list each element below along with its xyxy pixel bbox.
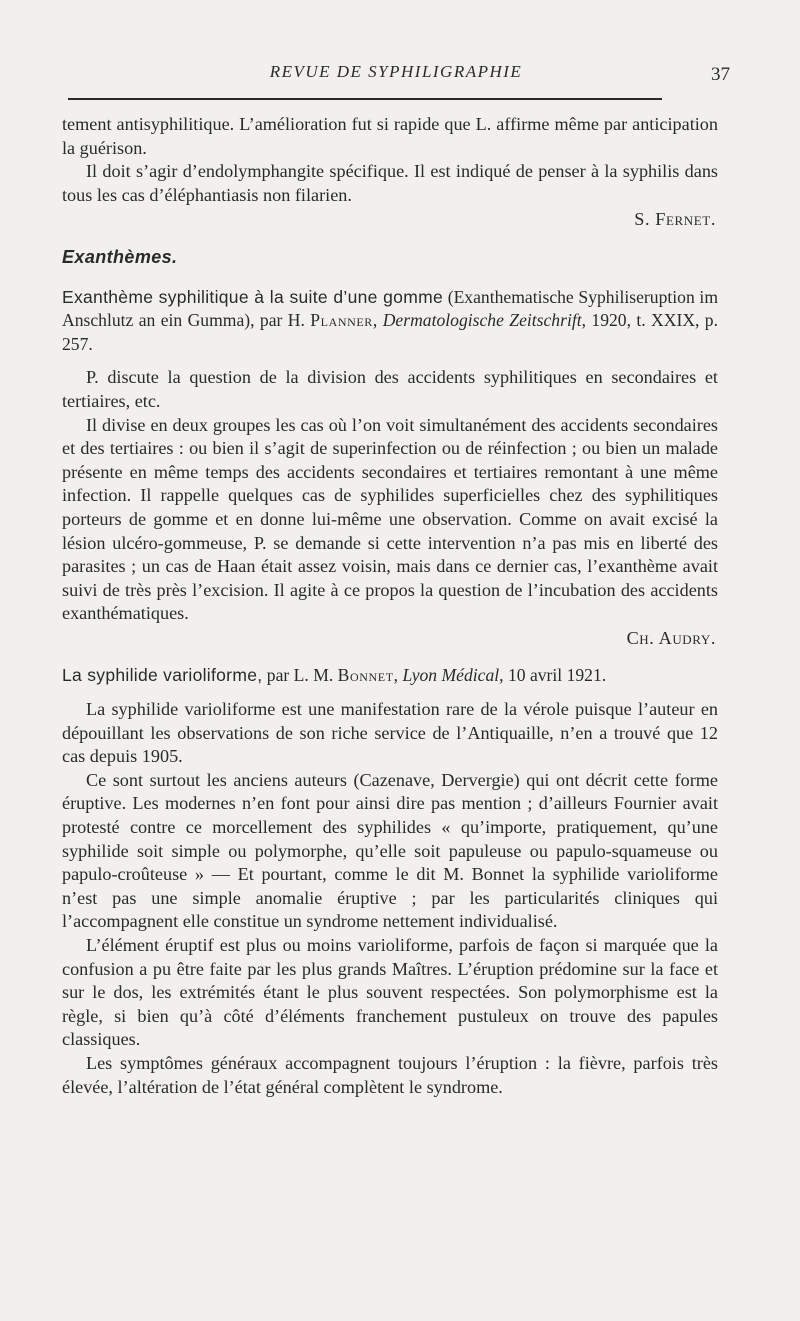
entry-title: La syphilide varioliforme, bbox=[62, 665, 263, 686]
paragraph: Ce sont surtout les anciens auteurs (Cazenave, Dervergie) qui ont décrit cette forme éruptive. Les modernes n’en font pour ainsi dire pas mention ; d’ailleurs Fournier avait protesté contre ce morcellement des syphilides « qu’importe, pratiquement, qu’une syphilide soit simple ou polymorphe, qu’elle soit papuleuse ou papulo-squameuse ou papulo-croûteuse » — Et pourtant, comme le dit M. Bonnet la syphilide varioliforme n’est pas une simple anomalie éruptive ; par les particularités cliniques qui l’accompagnent elle constitue un syndrome nettement individualisé. bbox=[62, 769, 718, 932]
entry-author: Planner bbox=[310, 310, 373, 331]
entry-title: Exanthème syphilitique à la suite d’une gomme bbox=[62, 286, 444, 307]
author-signature: Ch. Audry. bbox=[626, 627, 716, 648]
entry-journal: Lyon Médical bbox=[402, 665, 500, 686]
paragraph: P. discute la question de la division des accidents syphilitiques en secondaires et tertiaires, etc. bbox=[62, 367, 718, 411]
paragraph: Il doit s’agir d’endolymphangite spécifique. Il est indiqué de penser à la syphilis dans tous les cas d’éléphantiasis non filarien. bbox=[62, 161, 718, 205]
entry-reference-details: , 1920, t. XXIX, p. 257. bbox=[62, 310, 719, 354]
entry-reference-details: , 10 avril 1921. bbox=[499, 665, 607, 686]
paragraph: La syphilide varioliforme est une manifestation rare de la vérole puisque l’auteur en dépouillant les observations de son riche service de l’Antiquaille, n’en a trouvé que 12 cas depuis 1905. bbox=[62, 699, 718, 767]
paragraph: L’élément éruptif est plus ou moins varioliforme, parfois de façon si marquée que la confusion a pu être faite par les plus grands Maîtres. L’éruption prédomine sur la face et sur le dos, les extrémités étant le plus souvent respectées. Son polymorphisme est la règle, si bien qu’à côté d’éléments franchement pustuleux on trouve des papules classiques. bbox=[62, 935, 718, 1050]
header-rule bbox=[68, 98, 662, 100]
entry-reference-separator: , bbox=[393, 665, 403, 686]
paragraph: Les symptômes généraux accompagnent toujours l’éruption : la fièvre, parfois très élevée, l’altération de l’état général complètent le syndrome. bbox=[62, 1052, 718, 1097]
page-body bbox=[62, 113, 718, 1099]
section-heading: Exanthèmes. bbox=[62, 246, 178, 267]
author-signature: S. Fernet. bbox=[634, 209, 716, 230]
page-number: 37 bbox=[711, 64, 730, 85]
page-header bbox=[62, 60, 730, 90]
paragraph-continuation: tement antisyphilitique. L’amélioration fut si rapide que L. affirme même par anticipation la guérison. bbox=[62, 114, 718, 158]
paragraph: Il divise en deux groupes les cas où l’on voit simultanément des accidents secondaires et des tertiaires : ou bien il s’agit de superinfection ou de réinfection ; ou bien un malade présente en même temps des accidents secondaires et tertiaires remontant à une même infection. Il rappelle quelques cas de syphilides superficielles chez des syphilitiques porteurs de gomme et en donne lui-même une observation. Comme on avait excisé la lésion ulcéro-gommeuse, P. se demande si cette intervention n’a pas mis en liberté des parasites ; un cas de Haan était assez voisin, mais dans ce dernier cas, l’exanthème avait suivi de très près l’excision. Il agite à ce propos la question de l’incubation des accidents exanthématiques. bbox=[62, 414, 718, 624]
entry-heading bbox=[62, 664, 718, 688]
entry-reference-text: (Exanthematische Syphiliseruption im Anschlutz an ein Gumma), par H. bbox=[62, 286, 719, 331]
entry-journal: Dermatologische Zeitschrift bbox=[382, 310, 582, 331]
entry-heading bbox=[62, 286, 718, 357]
entry-reference-text: par L. M. bbox=[262, 665, 338, 686]
entry-reference-separator: , bbox=[372, 310, 383, 331]
review-entry bbox=[62, 664, 718, 1099]
review-entry bbox=[62, 286, 718, 651]
entry-author: Bonnet bbox=[337, 665, 394, 686]
running-head: REVUE DE SYPHILIGRAPHIE bbox=[269, 62, 523, 81]
